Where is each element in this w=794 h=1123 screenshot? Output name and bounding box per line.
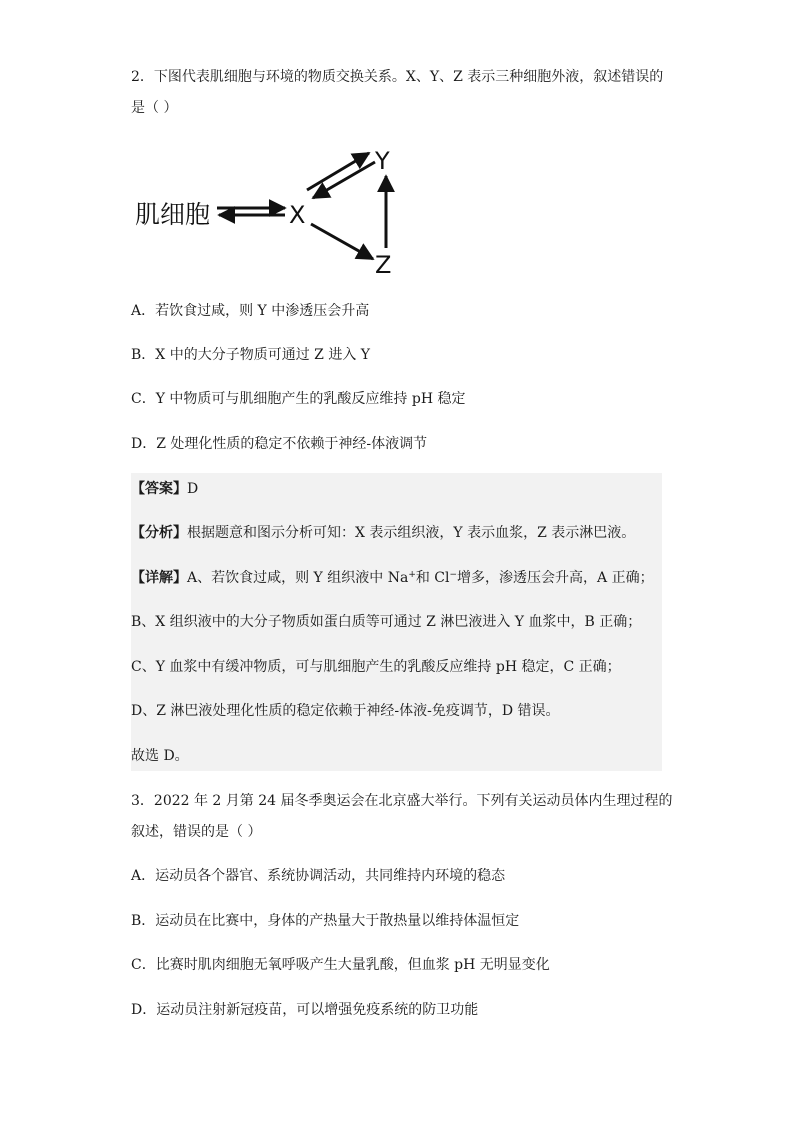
q3-option-b: B．运动员在比赛中，身体的产热量大于散热量以维持体温恒定 bbox=[131, 913, 520, 929]
diagram-y-label: Y bbox=[375, 147, 390, 175]
answer-tag: 【答案】 bbox=[131, 481, 187, 497]
q2-option-c: C．Y 中物质可与肌细胞产生的乳酸反应维持 pH 稳定 bbox=[131, 391, 466, 407]
detail-line-b: B、X 组织液中的大分子物质如蛋白质等可通过 Z 淋巴液进入 Y 血浆中，B 正确； bbox=[131, 614, 642, 630]
analysis-line bbox=[131, 523, 635, 543]
q2-option-b: B．X 中的大分子物质可通过 Z 进入 Y bbox=[131, 347, 371, 363]
answer-line bbox=[131, 479, 198, 499]
diagram-z-label: Z bbox=[375, 251, 392, 279]
q2-stem-line1: 2．下图代表肌细胞与环境的物质交换关系。X、Y、Z 表示三种细胞外液，叙述错误的 bbox=[131, 69, 664, 85]
q2-option-d: D．Z 处理化性质的稳定不依赖于神经-体液调节 bbox=[131, 436, 428, 452]
diagram-cell-label: 肌细胞 bbox=[135, 200, 211, 229]
detail-line-a bbox=[131, 568, 654, 588]
diagram-x-label: X bbox=[289, 201, 306, 229]
q2-option-a: A．若饮食过咸，则 Y 中渗透压会升高 bbox=[131, 303, 370, 319]
detail-a-part2: 和 Cl bbox=[415, 570, 450, 586]
analysis-text: 根据题意和图示分析可知：X 表示组织液，Y 表示血浆，Z 表示淋巴液。 bbox=[187, 525, 636, 541]
arrow-x-to-z bbox=[311, 224, 373, 259]
exchange-diagram bbox=[131, 140, 411, 280]
answer-value: D bbox=[187, 481, 199, 497]
q3-option-c: C．比赛时肌肉细胞无氧呼吸产生大量乳酸，但血浆 pH 无明显变化 bbox=[131, 957, 550, 973]
detail-a-part3: 增多，渗透压会升高，A 正确； bbox=[457, 570, 654, 586]
q3-option-a: A．运动员各个器官、系统协调活动，共同维持内环境的稳态 bbox=[131, 868, 506, 884]
sodium-charge: + bbox=[408, 570, 416, 580]
q3-stem-line2: 叙述，错误的是（ ） bbox=[131, 824, 262, 840]
q3-option-d: D．运动员注射新冠疫苗，可以增强免疫系统的防卫功能 bbox=[131, 1002, 479, 1018]
q2-stem-line2: 是（ ） bbox=[131, 100, 178, 116]
chloride-charge: − bbox=[449, 570, 458, 580]
detail-line-c: C、Y 血浆中有缓冲物质，可与肌细胞产生的乳酸反应维持 pH 稳定，C 正确； bbox=[131, 659, 621, 675]
conclusion-line: 故选 D。 bbox=[131, 748, 189, 764]
detail-line-d: D、Z 淋巴液处理化性质的稳定依赖于神经-体液-免疫调节，D 错误。 bbox=[131, 703, 560, 719]
detail-tag: 【详解】 bbox=[131, 570, 187, 586]
analysis-tag: 【分析】 bbox=[131, 525, 187, 541]
q3-stem-line1: 3．2022 年 2 月第 24 届冬季奥运会在北京盛大举行。下列有关运动员体内生理过程的 bbox=[131, 793, 673, 809]
detail-a-part1: A、若饮食过咸，则 Y 组织液中 Na bbox=[187, 570, 409, 586]
